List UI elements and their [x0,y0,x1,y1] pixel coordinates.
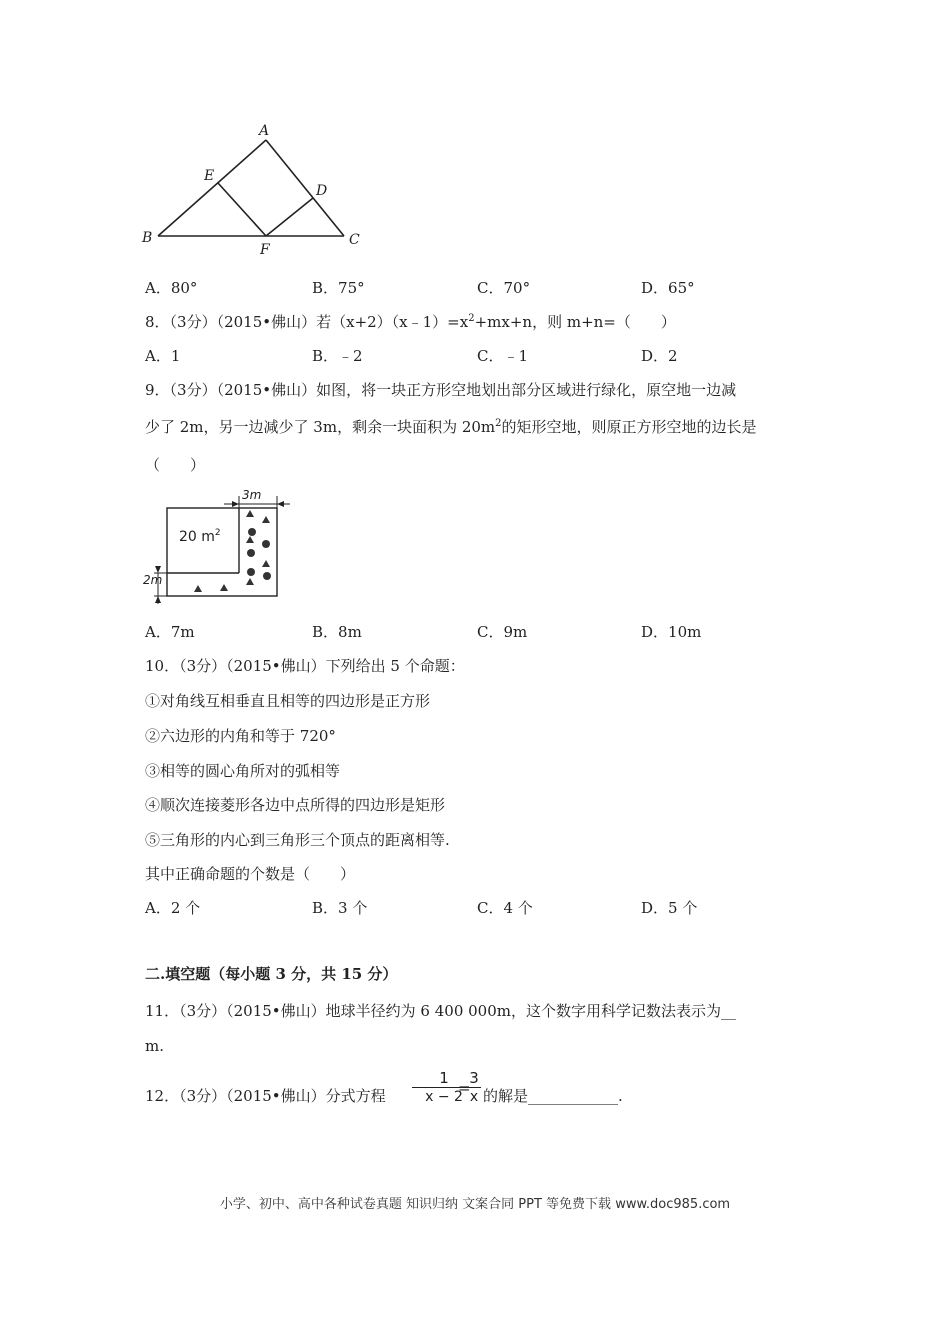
q10-item-2: ②六边形的内角和等于 720° [145,727,336,745]
footer-text: 小学、初中、高中各种试卷真题 知识归纳 文案合同 PPT 等免费下载 www.doc985.com [219,1197,731,1212]
q10-item-4: ④顺次连接菱形各边中点所得的四边形是矩形 [145,796,446,814]
q8-text-after: +mx+n，则 m+n=（ ） [474,313,676,331]
top-dimension-label: 3m [242,488,262,502]
label-d: D [316,183,328,199]
area-label-sup: 2 [214,528,221,538]
q11-line-1: 11．（3分）（2015•佛山）地球半径约为 6 400 000m，这个数字用科学记数法表示为__ [145,1002,736,1020]
q9-option-c: C．9m [477,623,528,641]
q7-option-b: B．75° [312,279,365,297]
area-label-text: 20 m [179,529,215,545]
q10-item-5: ⑤三角形的内心到三角形三个顶点的距离相等. [145,831,450,849]
q9-line-2-before: 少了 2m，另一边减少了 3m，剩余一块面积为 20m [145,418,496,436]
label-e: E [204,168,215,184]
section-2-title: 二.填空题（每小题 3 分，共 15 分） [145,965,398,983]
q12-before: 12．（3分）（2015•佛山）分式方程 [145,1087,386,1105]
q10-question: 其中正确命题的个数是（ ） [145,865,356,883]
q9-option-d: D．10m [641,623,702,641]
q8-option-a: A．1 [145,347,181,365]
q12-fraction-2 [467,1069,481,1106]
q9-superscript: 2 [495,418,502,429]
q12-frac1-denominator: x − 2 [425,1089,463,1105]
q9-option-b: B．8m [312,623,362,641]
q10-option-c: C．4 个 [477,899,533,917]
q10-option-d: D．5 个 [641,899,698,917]
q12-frac1-numerator: 1 [439,1069,449,1087]
q12-frac2-denominator: x [469,1089,479,1105]
q8-stem [145,311,676,332]
q10-option-a: A．2 个 [145,899,201,917]
q7-option-a: A．80° [145,279,198,297]
q8-superscript: 2 [468,313,475,324]
q10-item-3: ③相等的圆心角所对的弧相等 [145,762,341,780]
label-c: C [349,232,360,248]
label-b: B [142,230,153,246]
q10-stem: 10．（3分）（2015•佛山）下列给出 5 个命题： [145,657,465,675]
q7-option-c: C．70° [477,279,531,297]
q12-equals: = [458,1079,471,1097]
q8-option-d: D．2 [641,347,678,365]
side-dimension-label: 2m [143,573,163,587]
q11-line-2: m. [145,1037,164,1055]
q8-option-b: B．﹣2 [312,347,363,365]
q10-option-b: B．3 个 [312,899,368,917]
q9-line-1: 9．（3分）（2015•佛山）如图，将一块正方形空地划出部分区域进行绿化，原空地一边减 [145,381,737,399]
q12-frac2-numerator: 3 [469,1069,479,1087]
square-land-figure [138,486,298,606]
q7-option-d: D．65° [641,279,695,297]
triangle-figure [138,118,368,258]
area-label [179,528,221,545]
q9-line-2-after: 的矩形空地，则原正方形空地的边长是 [501,418,757,436]
label-f: F [260,242,270,258]
q8-option-c: C．﹣1 [477,347,529,365]
q9-option-a: A．7m [145,623,195,641]
q9-line-3: （ ） [145,456,206,474]
q12-after: 的解是____________. [483,1087,623,1105]
q8-text-before: 8．（3分）（2015•佛山）若（x+2）（x﹣1）=x [145,313,469,331]
q9-line-2 [145,416,757,437]
q10-item-1: ①对角线互相垂直且相等的四边形是正方形 [145,692,431,710]
label-a: A [259,123,270,139]
